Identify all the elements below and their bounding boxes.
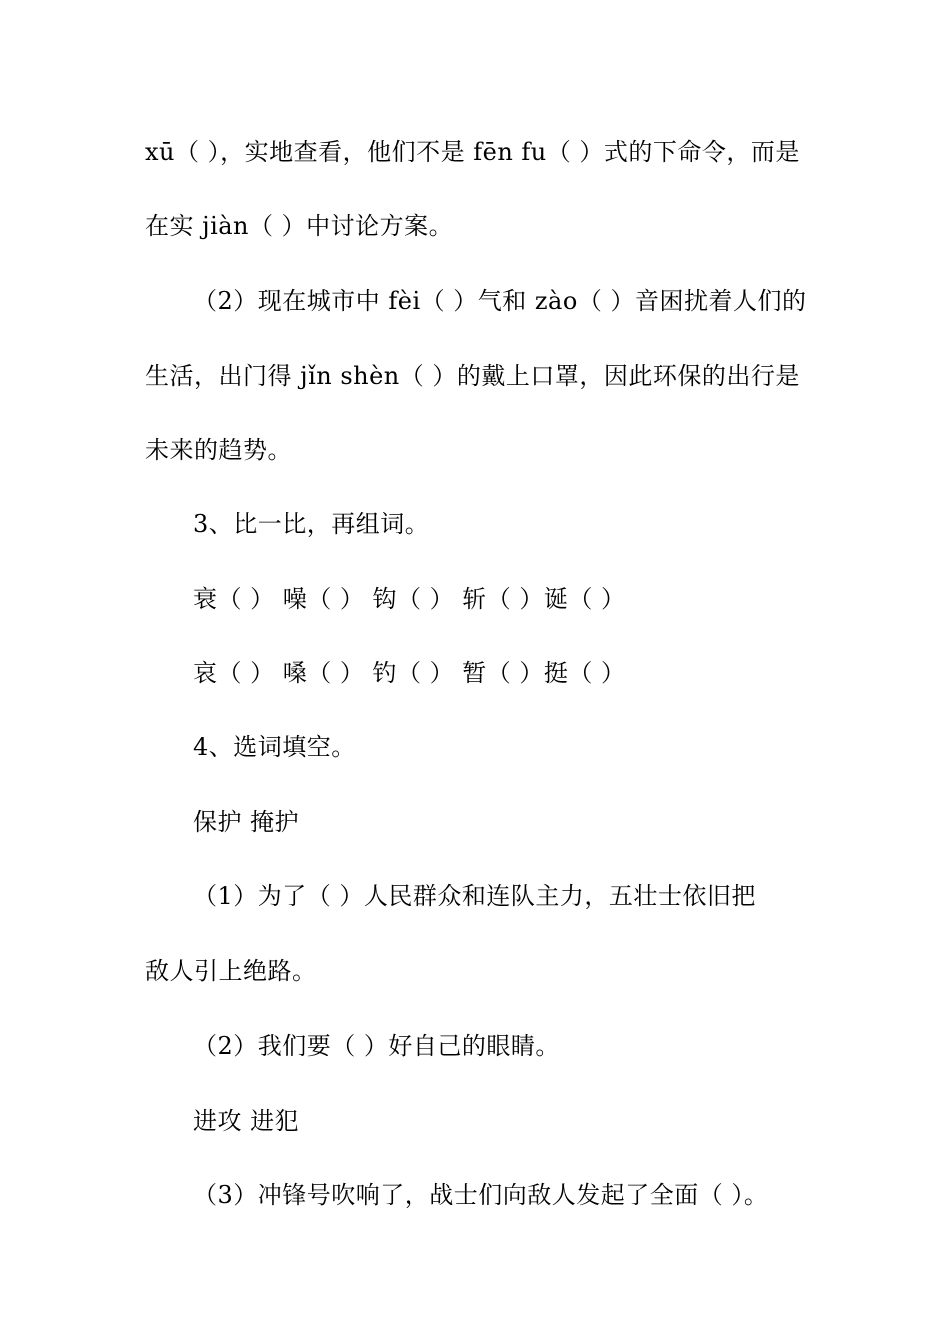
text-line-5: 未来的趋势。 <box>145 436 292 464</box>
section-heading-3: 3、比一比，再组词。 <box>193 510 430 538</box>
text-line-2: 在实 jiàn（ ）中讨论方案。 <box>145 212 454 240</box>
compare-row-2: 哀（ ） 嗓（ ） 钓（ ） 暂（ ）挺（ ） <box>193 659 626 687</box>
section-heading-4: 4、选词填空。 <box>193 733 356 761</box>
word-choice-1: 保护 掩护 <box>193 808 300 836</box>
text-line-15: （3）冲锋号吹响了，战士们向敌人发起了全面（ ）。 <box>193 1181 769 1209</box>
text-line-1: xū（ ），实地查看，他们不是 fēn fu（ ）式的下命令，而是 <box>145 138 800 166</box>
text-line-11: （1）为了（ ）人民群众和连队主力，五壮士依旧把 <box>193 882 756 910</box>
text-line-3: （2）现在城市中 fèi（ ）气和 zào（ ）音困扰着人们的 <box>193 287 807 315</box>
text-line-13: （2）我们要（ ）好自己的眼睛。 <box>193 1032 560 1060</box>
text-line-12: 敌人引上绝路。 <box>145 957 317 985</box>
word-choice-2: 进攻 进犯 <box>193 1107 300 1135</box>
text-line-4: 生活，出门得 jǐn shèn（ ）的戴上口罩，因此环保的出行是 <box>145 362 800 390</box>
compare-row-1: 衰（ ） 噪（ ） 钩（ ） 斩（ ）诞（ ） <box>193 585 626 613</box>
